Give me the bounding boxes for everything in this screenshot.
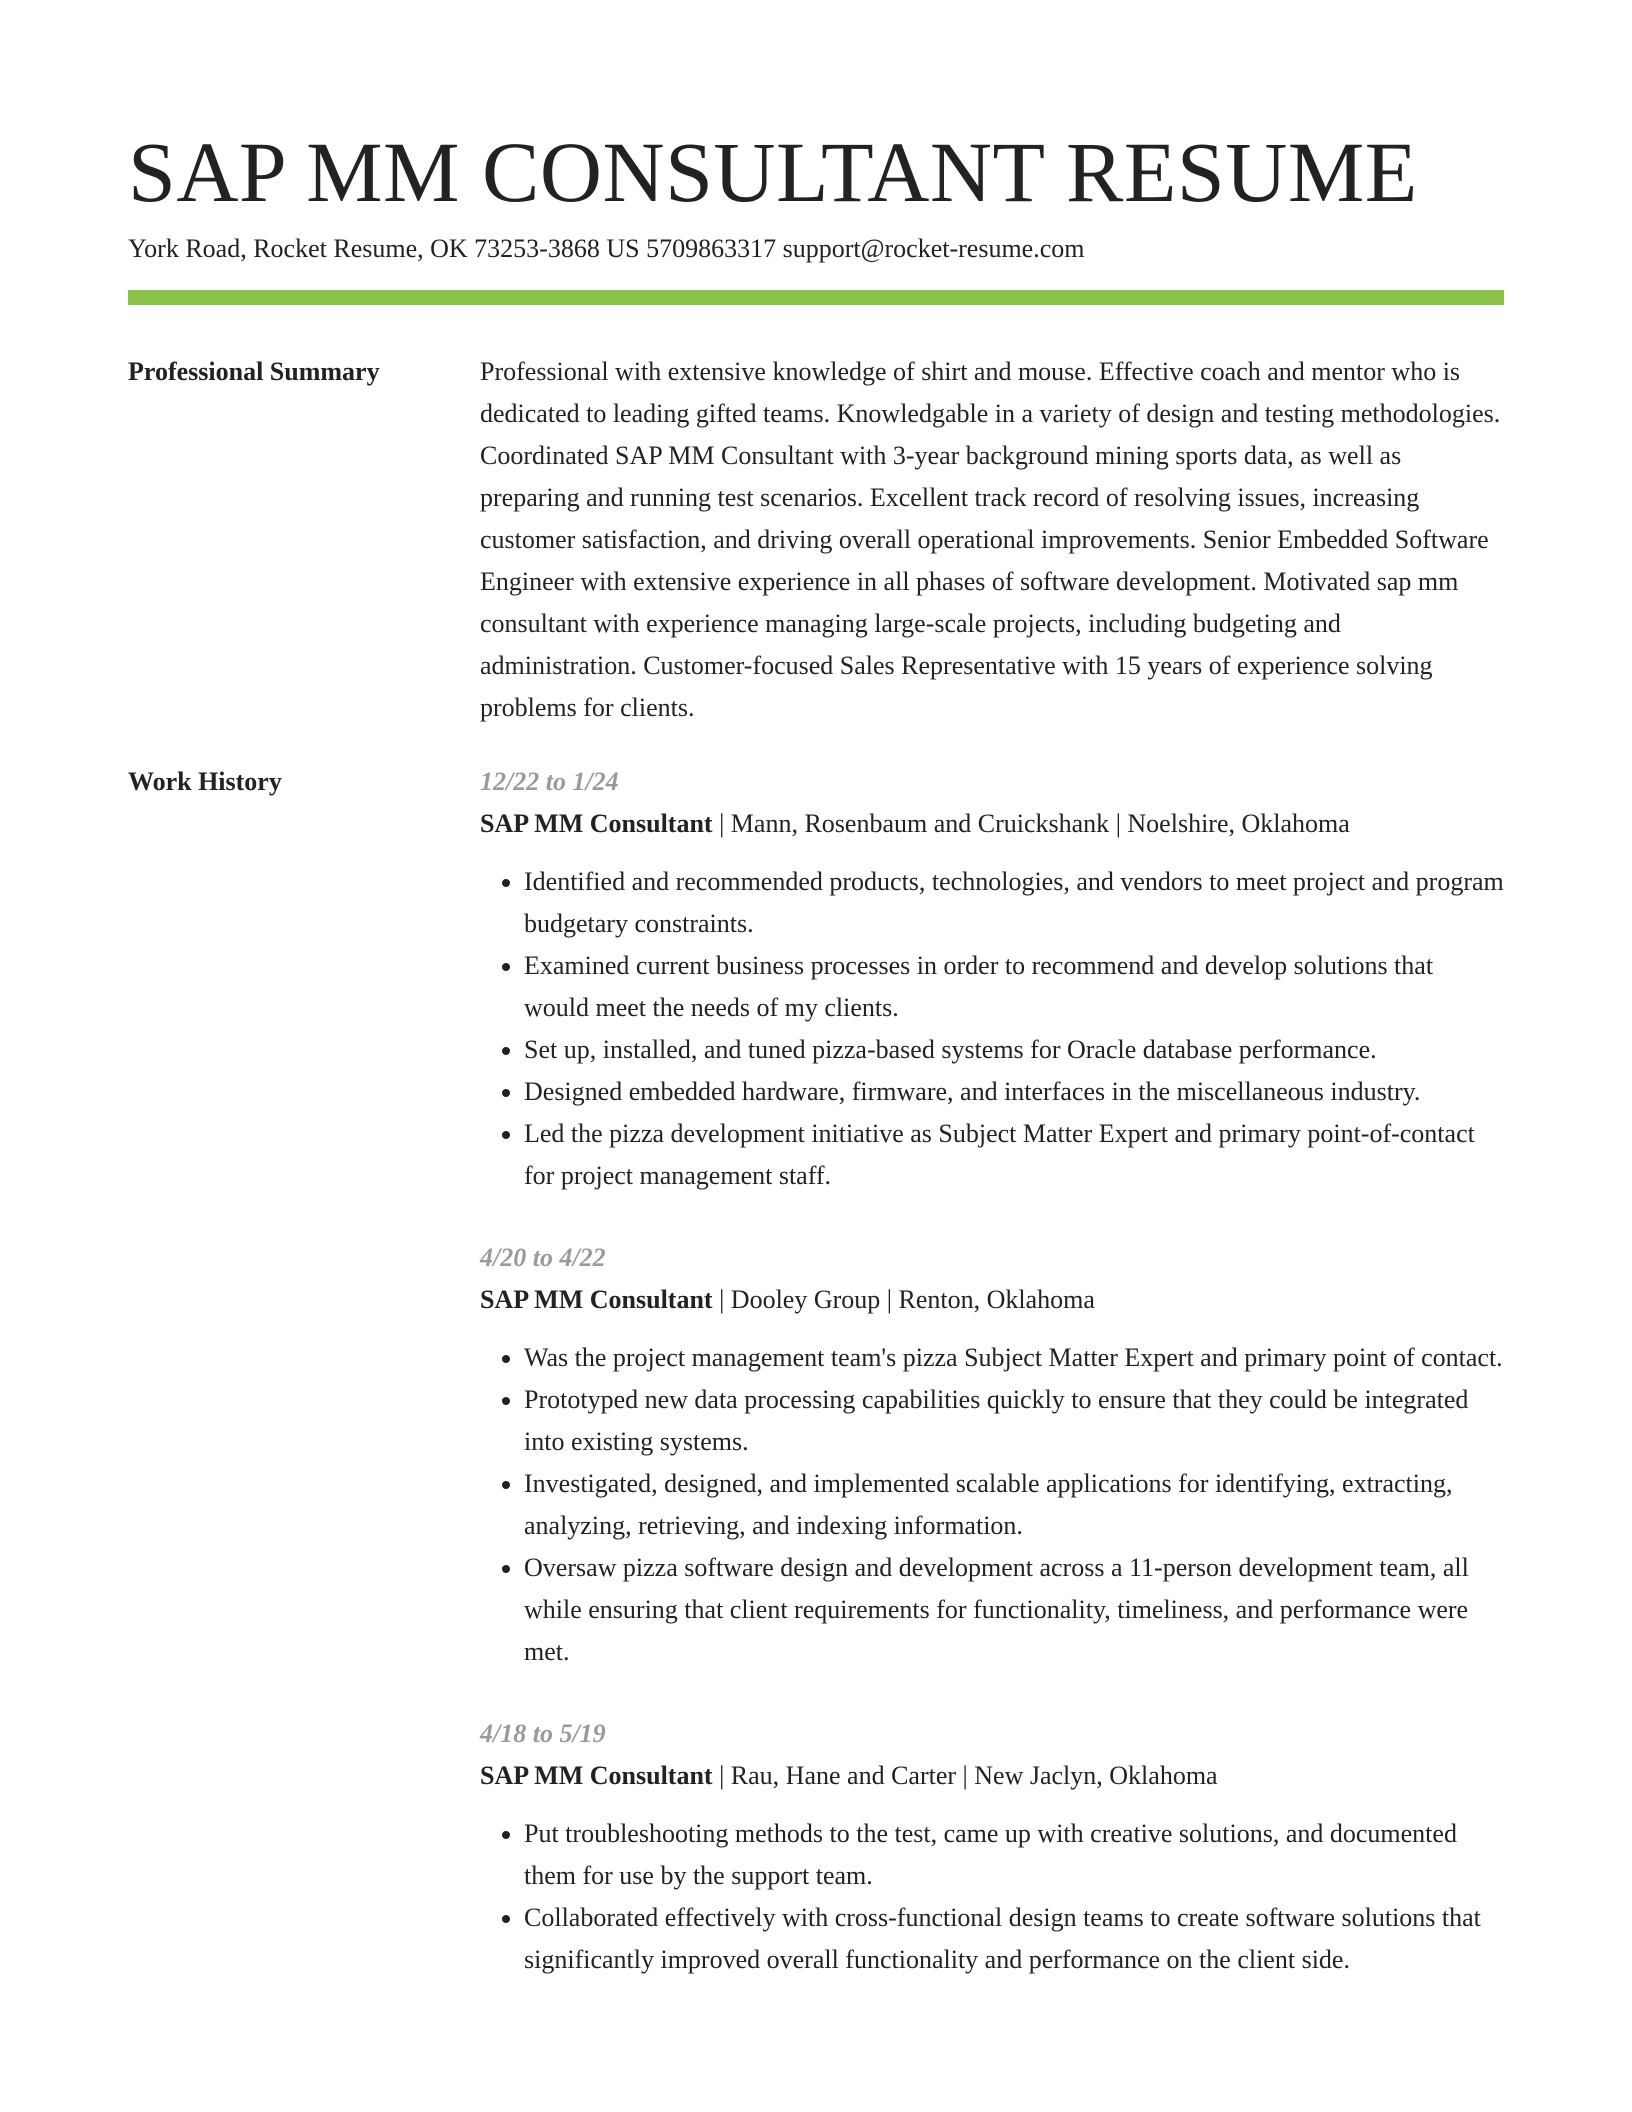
- job-duty-item: • Put troubleshooting methods to the test, came up with creative solutions, and documented them for use by the support team.: [524, 1813, 1504, 1897]
- job-title: SAP MM Consultant: [480, 1285, 713, 1314]
- job-company: Mann, Rosenbaum and Cruickshank: [730, 809, 1110, 838]
- job-duties-list: [480, 1337, 1504, 1673]
- job-location: Renton, Oklahoma: [898, 1285, 1095, 1314]
- job-dates: 4/20 to 4/22: [480, 1243, 606, 1272]
- professional-summary-heading: Professional Summary: [128, 357, 380, 386]
- job-duty-item: • Investigated, designed, and implemented scalable applications for identifying, extracting, analyzing, retrieving, and indexing information.: [524, 1463, 1504, 1547]
- contact-address: York Road, Rocket Resume, OK 73253-3868 US: [128, 234, 640, 263]
- work-history-heading: Work History: [128, 767, 282, 796]
- job-duty-item: • Prototyped new data processing capabilities quickly to ensure that they could be integrated into existing systems.: [524, 1379, 1504, 1463]
- job-separator: |: [956, 1761, 975, 1790]
- header-divider: [128, 290, 1504, 305]
- job-entry: [480, 761, 1504, 1197]
- job-location: New Jaclyn, Oklahoma: [974, 1761, 1218, 1790]
- contact-phone: 5709863317: [646, 234, 777, 263]
- contact-email[interactable]: support@rocket-resume.com: [782, 234, 1085, 263]
- job-separator: |: [712, 809, 731, 838]
- job-location: Noelshire, Oklahoma: [1127, 809, 1350, 838]
- professional-summary-body: [480, 351, 1504, 729]
- resume-page: [128, 0, 1504, 1981]
- job-separator: |: [712, 1761, 731, 1790]
- job-duty-item: • Examined current business processes in order to recommend and develop solutions that would meet the needs of my clients.: [524, 945, 1504, 1029]
- job-title: SAP MM Consultant: [480, 809, 713, 838]
- job-duty-item: • Set up, installed, and tuned pizza-based systems for Oracle database performance.: [524, 1029, 1504, 1071]
- job-header-line: [480, 1755, 1504, 1797]
- job-company: Dooley Group: [730, 1285, 881, 1314]
- work-history-section: [128, 761, 1504, 1981]
- job-duty-item: • Led the pizza development initiative as Subject Matter Expert and primary point-of-contact for project management staff.: [524, 1113, 1504, 1197]
- job-duties-list: [480, 1813, 1504, 1981]
- job-company: Rau, Hane and Carter: [730, 1761, 957, 1790]
- job-title: SAP MM Consultant: [480, 1761, 713, 1790]
- work-history-body: [480, 761, 1504, 1981]
- job-duty-item: • Collaborated effectively with cross-functional design teams to create software solutions that significantly improved overall functionality and performance on the client side.: [524, 1897, 1504, 1981]
- professional-summary-section: [128, 351, 1504, 729]
- job-entry: [480, 1713, 1504, 1981]
- job-separator: |: [712, 1285, 731, 1314]
- job-header-line: [480, 1279, 1504, 1321]
- job-dates: 12/22 to 1/24: [480, 767, 619, 796]
- contact-line: [128, 232, 1504, 266]
- job-duty-item: • Designed embedded hardware, firmware, and interfaces in the miscellaneous industry.: [524, 1071, 1504, 1113]
- job-duty-item: • Oversaw pizza software design and development across a 11-person development team, all while ensuring that client requirements for functionality, timeliness, and performance were met.: [524, 1547, 1504, 1673]
- job-duty-item: • Was the project management team's pizza Subject Matter Expert and primary point of contact.: [524, 1337, 1504, 1379]
- job-duties-list: [480, 861, 1504, 1197]
- job-header-line: [480, 803, 1504, 845]
- job-entry: [480, 1237, 1504, 1673]
- job-separator: |: [880, 1285, 899, 1314]
- job-duty-item: • Identified and recommended products, technologies, and vendors to meet project and program budgetary constraints.: [524, 861, 1504, 945]
- job-dates: 4/18 to 5/19: [480, 1719, 606, 1748]
- job-separator: |: [1109, 809, 1128, 838]
- resume-title: SAP MM CONSULTANT RESUME: [128, 124, 1418, 220]
- professional-summary-text: Professional with extensive knowledge of shirt and mouse. Effective coach and mentor who is dedicated to leading gifted teams. Knowledgable in a variety of design and testing methodologies. Coordinated SAP MM Consultant with 3-year background mining sports data, as well as preparing and running test scenarios. Excellent track record of resolving issues, increasing customer satisfaction, and driving overall operational improvements. Senior Embedded Software Engineer with extensive experience in all phases of software development. Motivated sap mm consultant with experience managing large-scale projects, including budgeting and administration. Customer-focused Sales Representative with 15 years of experience solving problems for clients.: [480, 357, 1501, 722]
